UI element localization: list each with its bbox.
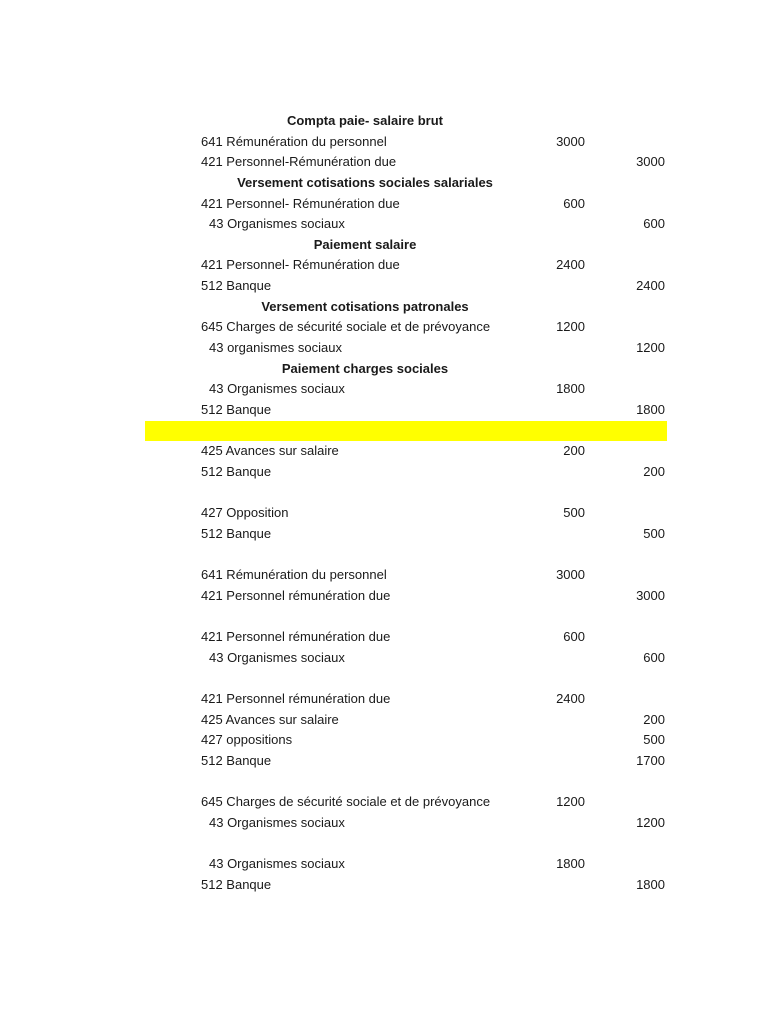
journal-entry-row (145, 194, 667, 215)
credit-amount: 3000 (636, 154, 665, 170)
debit-amount: 600 (563, 629, 585, 645)
debit-amount: 3000 (556, 567, 585, 583)
journal-entry-row (145, 524, 667, 545)
journal-entry-row (145, 441, 667, 462)
account-label: 645 Charges de sécurité sociale et de prévoyance (201, 794, 491, 810)
account-label: 425 Avances sur salaire (201, 443, 339, 459)
account-label: 421 Personnel- Rémunération due (201, 195, 400, 211)
journal-sheet (145, 111, 667, 895)
account-label: 43 Organismes sociaux (209, 814, 345, 830)
blank-row (145, 833, 667, 854)
journal-entry-row (145, 503, 667, 524)
section-heading: Versement cotisations patronales (261, 298, 469, 314)
debit-amount: 200 (563, 443, 585, 459)
debit-amount: 600 (563, 195, 585, 211)
debit-amount: 1800 (556, 381, 585, 397)
journal-entry-row (145, 152, 667, 173)
account-label: 43 organismes sociaux (209, 340, 342, 356)
journal-entry-row (145, 400, 667, 421)
account-label: 512 Banque (201, 401, 272, 417)
journal-entry-row (145, 875, 667, 896)
section-heading-row (145, 235, 667, 256)
credit-amount: 2400 (636, 278, 665, 294)
credit-amount: 1800 (636, 876, 665, 892)
account-label: 645 Charges de sécurité sociale et de prévoyance (201, 319, 491, 335)
journal-entry-row (145, 689, 667, 710)
account-label: 512 Banque (201, 525, 272, 541)
credit-amount: 200 (643, 463, 665, 479)
account-label: 43 Organismes sociaux (209, 381, 345, 397)
account-label: 512 Banque (201, 876, 272, 892)
credit-amount: 1700 (636, 752, 665, 768)
journal-entry-row (145, 730, 667, 751)
journal-entry-row (145, 710, 667, 731)
debit-amount: 1800 (556, 856, 585, 872)
section-heading: Paiement charges sociales (281, 360, 449, 376)
credit-amount: 1200 (636, 340, 665, 356)
account-label: 421 Personnel rémunération due (201, 690, 391, 706)
account-label: 421 Personnel-Rémunération due (201, 154, 397, 170)
account-label: 425 Avances sur salaire (201, 711, 339, 727)
journal-entry-row (145, 276, 667, 297)
journal-entry-row (145, 813, 667, 834)
account-label: 43 Organismes sociaux (209, 856, 345, 872)
blank-row (145, 668, 667, 689)
journal-entry-row (145, 565, 667, 586)
journal-entry-row (145, 132, 667, 153)
account-label: 421 Personnel- Rémunération due (201, 257, 400, 273)
account-label: 421 Personnel rémunération due (201, 629, 391, 645)
account-label: 512 Banque (201, 463, 272, 479)
account-label: 43 Organismes sociaux (209, 649, 345, 665)
section-heading-row (145, 359, 667, 380)
section-heading-row (145, 297, 667, 318)
credit-amount: 600 (643, 216, 665, 232)
blank-row (145, 772, 667, 793)
debit-amount: 2400 (556, 257, 585, 273)
journal-entry-row (145, 379, 667, 400)
credit-amount: 200 (643, 711, 665, 727)
highlight-band (145, 421, 667, 442)
credit-amount: 1200 (636, 814, 665, 830)
debit-amount: 2400 (556, 690, 585, 706)
account-label: 421 Personnel rémunération due (201, 587, 391, 603)
journal-entry-row (145, 751, 667, 772)
credit-amount: 1800 (636, 401, 665, 417)
section-heading: Versement cotisations sociales salariales (237, 174, 493, 190)
credit-amount: 500 (643, 732, 665, 748)
section-heading: Compta paie- salaire brut (286, 113, 444, 128)
debit-amount: 1200 (556, 319, 585, 335)
credit-amount: 500 (643, 525, 665, 541)
account-label: 427 oppositions (201, 732, 293, 748)
journal-entry-row (145, 586, 667, 607)
section-heading: Paiement salaire (313, 236, 417, 252)
account-label: 641 Rémunération du personnel (201, 133, 387, 149)
journal-entry-row (145, 255, 667, 276)
journal-entry-row (145, 317, 667, 338)
credit-amount: 3000 (636, 587, 665, 603)
blank-row (145, 606, 667, 627)
journal-entry-row (145, 854, 667, 875)
account-label: 43 Organismes sociaux (209, 216, 345, 232)
debit-amount: 3000 (556, 133, 585, 149)
journal-entry-row (145, 214, 667, 235)
journal-entry-row (145, 462, 667, 483)
account-label: 427 Opposition (201, 505, 289, 521)
account-label: 641 Rémunération du personnel (201, 567, 387, 583)
journal-entry-row (145, 627, 667, 648)
section-heading-row (145, 173, 667, 194)
journal-entry-row (145, 648, 667, 669)
section-heading-row (145, 111, 667, 132)
debit-amount: 500 (563, 505, 585, 521)
account-label: 512 Banque (201, 752, 272, 768)
journal-entry-row (145, 338, 667, 359)
credit-amount: 600 (643, 649, 665, 665)
account-label: 512 Banque (201, 278, 272, 294)
blank-row (145, 483, 667, 504)
blank-row (145, 544, 667, 565)
journal-entry-row (145, 792, 667, 813)
debit-amount: 1200 (556, 794, 585, 810)
